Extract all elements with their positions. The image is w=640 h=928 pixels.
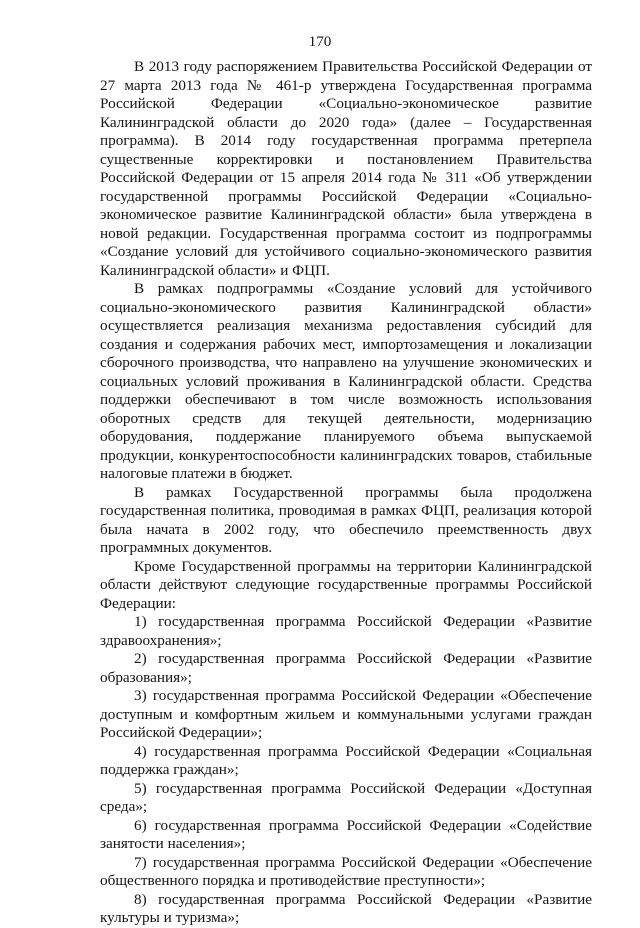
paragraph-other-programs-intro: Кроме Государственной программы на территории Калининградской области действуют следующие государственные программы Российской Федерации: xyxy=(100,557,592,612)
list-item: 7) государственная программа Российской Федерации «Обеспечение общественного порядка и противодействие преступности»; xyxy=(100,853,592,889)
list-item: 3) государственная программа Российской Федерации «Обеспечение доступным и комфортным жильем и коммунальными услугами граждан Российской Федерации»; xyxy=(100,687,592,741)
list-item: 8) государственная программа Российской Федерации «Развитие культуры и туризма»; xyxy=(100,890,592,926)
list-item: 6) государственная программа Российской Федерации «Содействие занятости населения»; xyxy=(100,816,592,852)
list-item: 4) государственная программа Российской Федерации «Социальная поддержка граждан»; xyxy=(100,742,592,778)
list-item: 1) государственная программа Российской Федерации «Развитие здравоохранения»; xyxy=(100,613,592,649)
page-number: 170 xyxy=(308,33,332,50)
list-item: 2) государственная программа Российской Федерации «Развитие образования»; xyxy=(100,650,592,686)
document-body xyxy=(100,58,592,928)
paragraph-fcp-continuity: В рамках Государственной программы была продолжена государственная политика, проводимая в рамках ФЦП, реализация которой была начата в 2002 году, что обеспечило преемственность двух программных документов. xyxy=(100,483,592,556)
list-item: 5) государственная программа Российской Федерации «Доступная среда»; xyxy=(100,779,592,815)
program-list xyxy=(100,613,592,928)
paragraph-state-program-intro: В 2013 году распоряжением Правительства Российской Федерации от 27 марта 2013 года № 461-р утверждена Государственная программа Российской Федерации «Социально-экономическое развитие Калининградской области до 2020 года» (далее – Государственная программа). В 2014 году государственная программа претерпела существенные корректировки и постановлением Правительства Российской Федерации от 15 апреля 2014 года № 311 «Об утверждении государственной программы Российской Федерации «Социально-экономическое развитие Калининградской области» была утверждена в новой редакции. Государственная программа состоит из подпрограммы «Создание условий для устойчивого социально-экономического развития Калининградской области» и ФЦП. xyxy=(100,58,592,279)
paragraph-subprogram-subsidies: В рамках подпрограммы «Создание условий для устойчивого социально-экономического развития Калининградской области» осуществляется реализация механизма редоставления субсидий для создания и содержания рабочих мест, импортозамещения и локализации сборочного производства, что направлено на улучшение экономических и социальных условий проживания в Калининградской области. Средства поддержки обеспечивают в том числе возможность использования оборотных средств для текущей деятельности, модернизацию оборудования, поддержание планируемого объема выпускаемой продукции, конкурентоспособности калининградских товаров, стабильные налоговые платежи в бюджет. xyxy=(100,280,592,482)
